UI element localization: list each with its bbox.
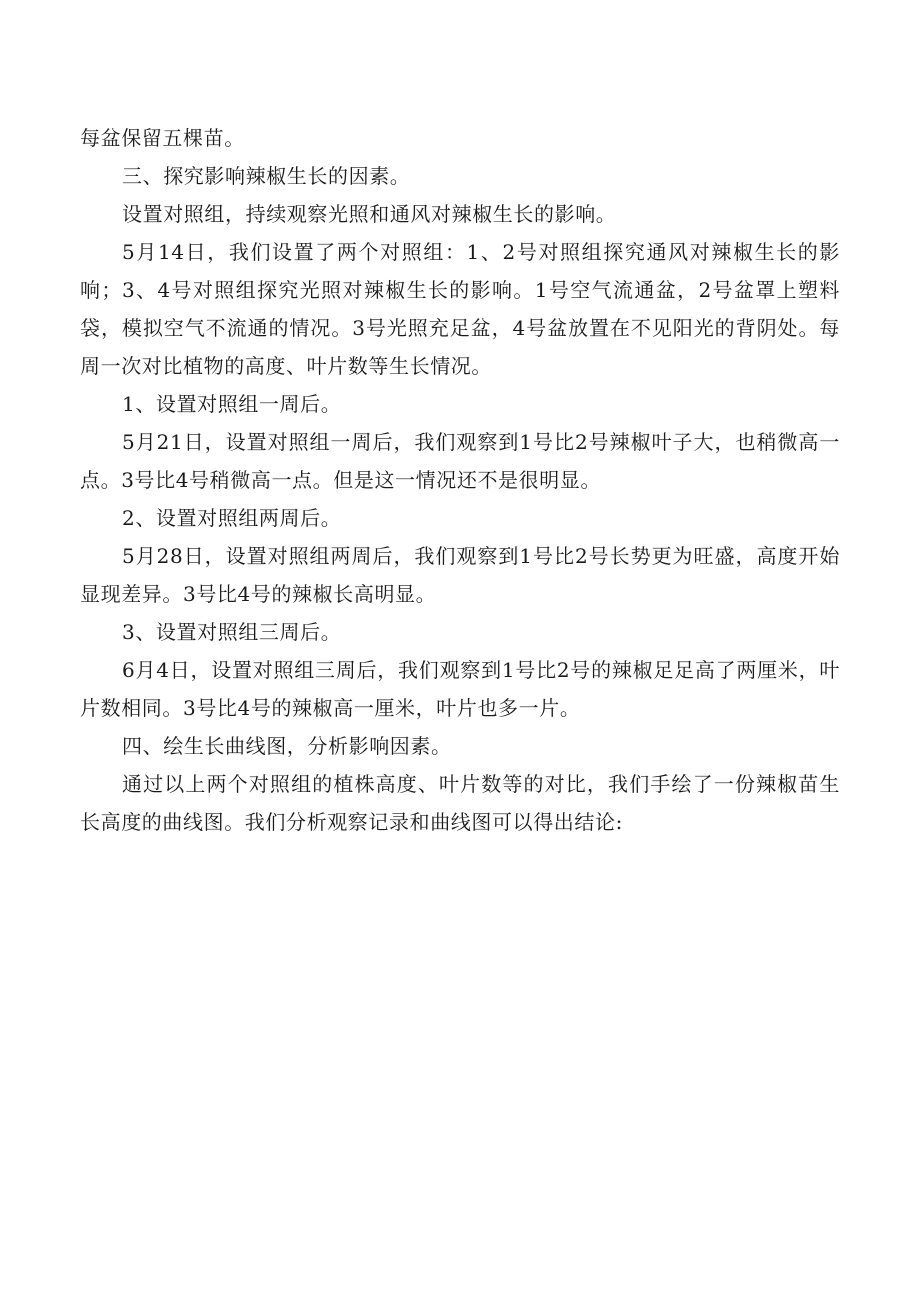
paragraph: 设置对照组，持续观察光照和通风对辣椒生长的影响。 — [122, 202, 617, 226]
section-heading: 三、探究影响辣椒生长的因素。 — [122, 164, 411, 188]
subheading: 3、设置对照组三周后。 — [122, 620, 342, 644]
paragraph: 5月21日，设置对照组一周后，我们观察到1号比2号辣椒叶子大，也稍微高一点。3号比4号稍微高一点。但是这一情况还不是很明显。 — [80, 430, 840, 492]
paragraph: 每盆保留五棵苗。 — [80, 126, 245, 150]
document-body — [80, 119, 840, 841]
paragraph: 5月28日，设置对照组两周后，我们观察到1号比2号长势更为旺盛，高度开始显现差异。3号比4号的辣椒长高明显。 — [80, 544, 840, 606]
paragraph: 6月4日，设置对照组三周后，我们观察到1号比2号的辣椒足足高了两厘米，叶片数相同。3号比4号的辣椒高一厘米，叶片也多一片。 — [80, 658, 840, 720]
subheading: 2、设置对照组两周后。 — [122, 506, 342, 530]
paragraph: 5月14日，我们设置了两个对照组：1、2号对照组探究通风对辣椒生长的影响；3、4号对照组探究光照对辣椒生长的影响。1号空气流通盆，2号盆罩上塑料袋，模拟空气不流通的情况。3号光照充足盆，4号盆放置在不见阳光的背阴处。每周一次对比植物的高度、叶片数等生长情况。 — [80, 240, 840, 378]
paragraph: 通过以上两个对照组的植株高度、叶片数等的对比，我们手绘了一份辣椒苗生长高度的曲线图。我们分析观察记录和曲线图可以得出结论: — [80, 772, 840, 834]
subheading: 1、设置对照组一周后。 — [122, 392, 342, 416]
section-heading: 四、绘生长曲线图，分析影响因素。 — [122, 734, 452, 758]
